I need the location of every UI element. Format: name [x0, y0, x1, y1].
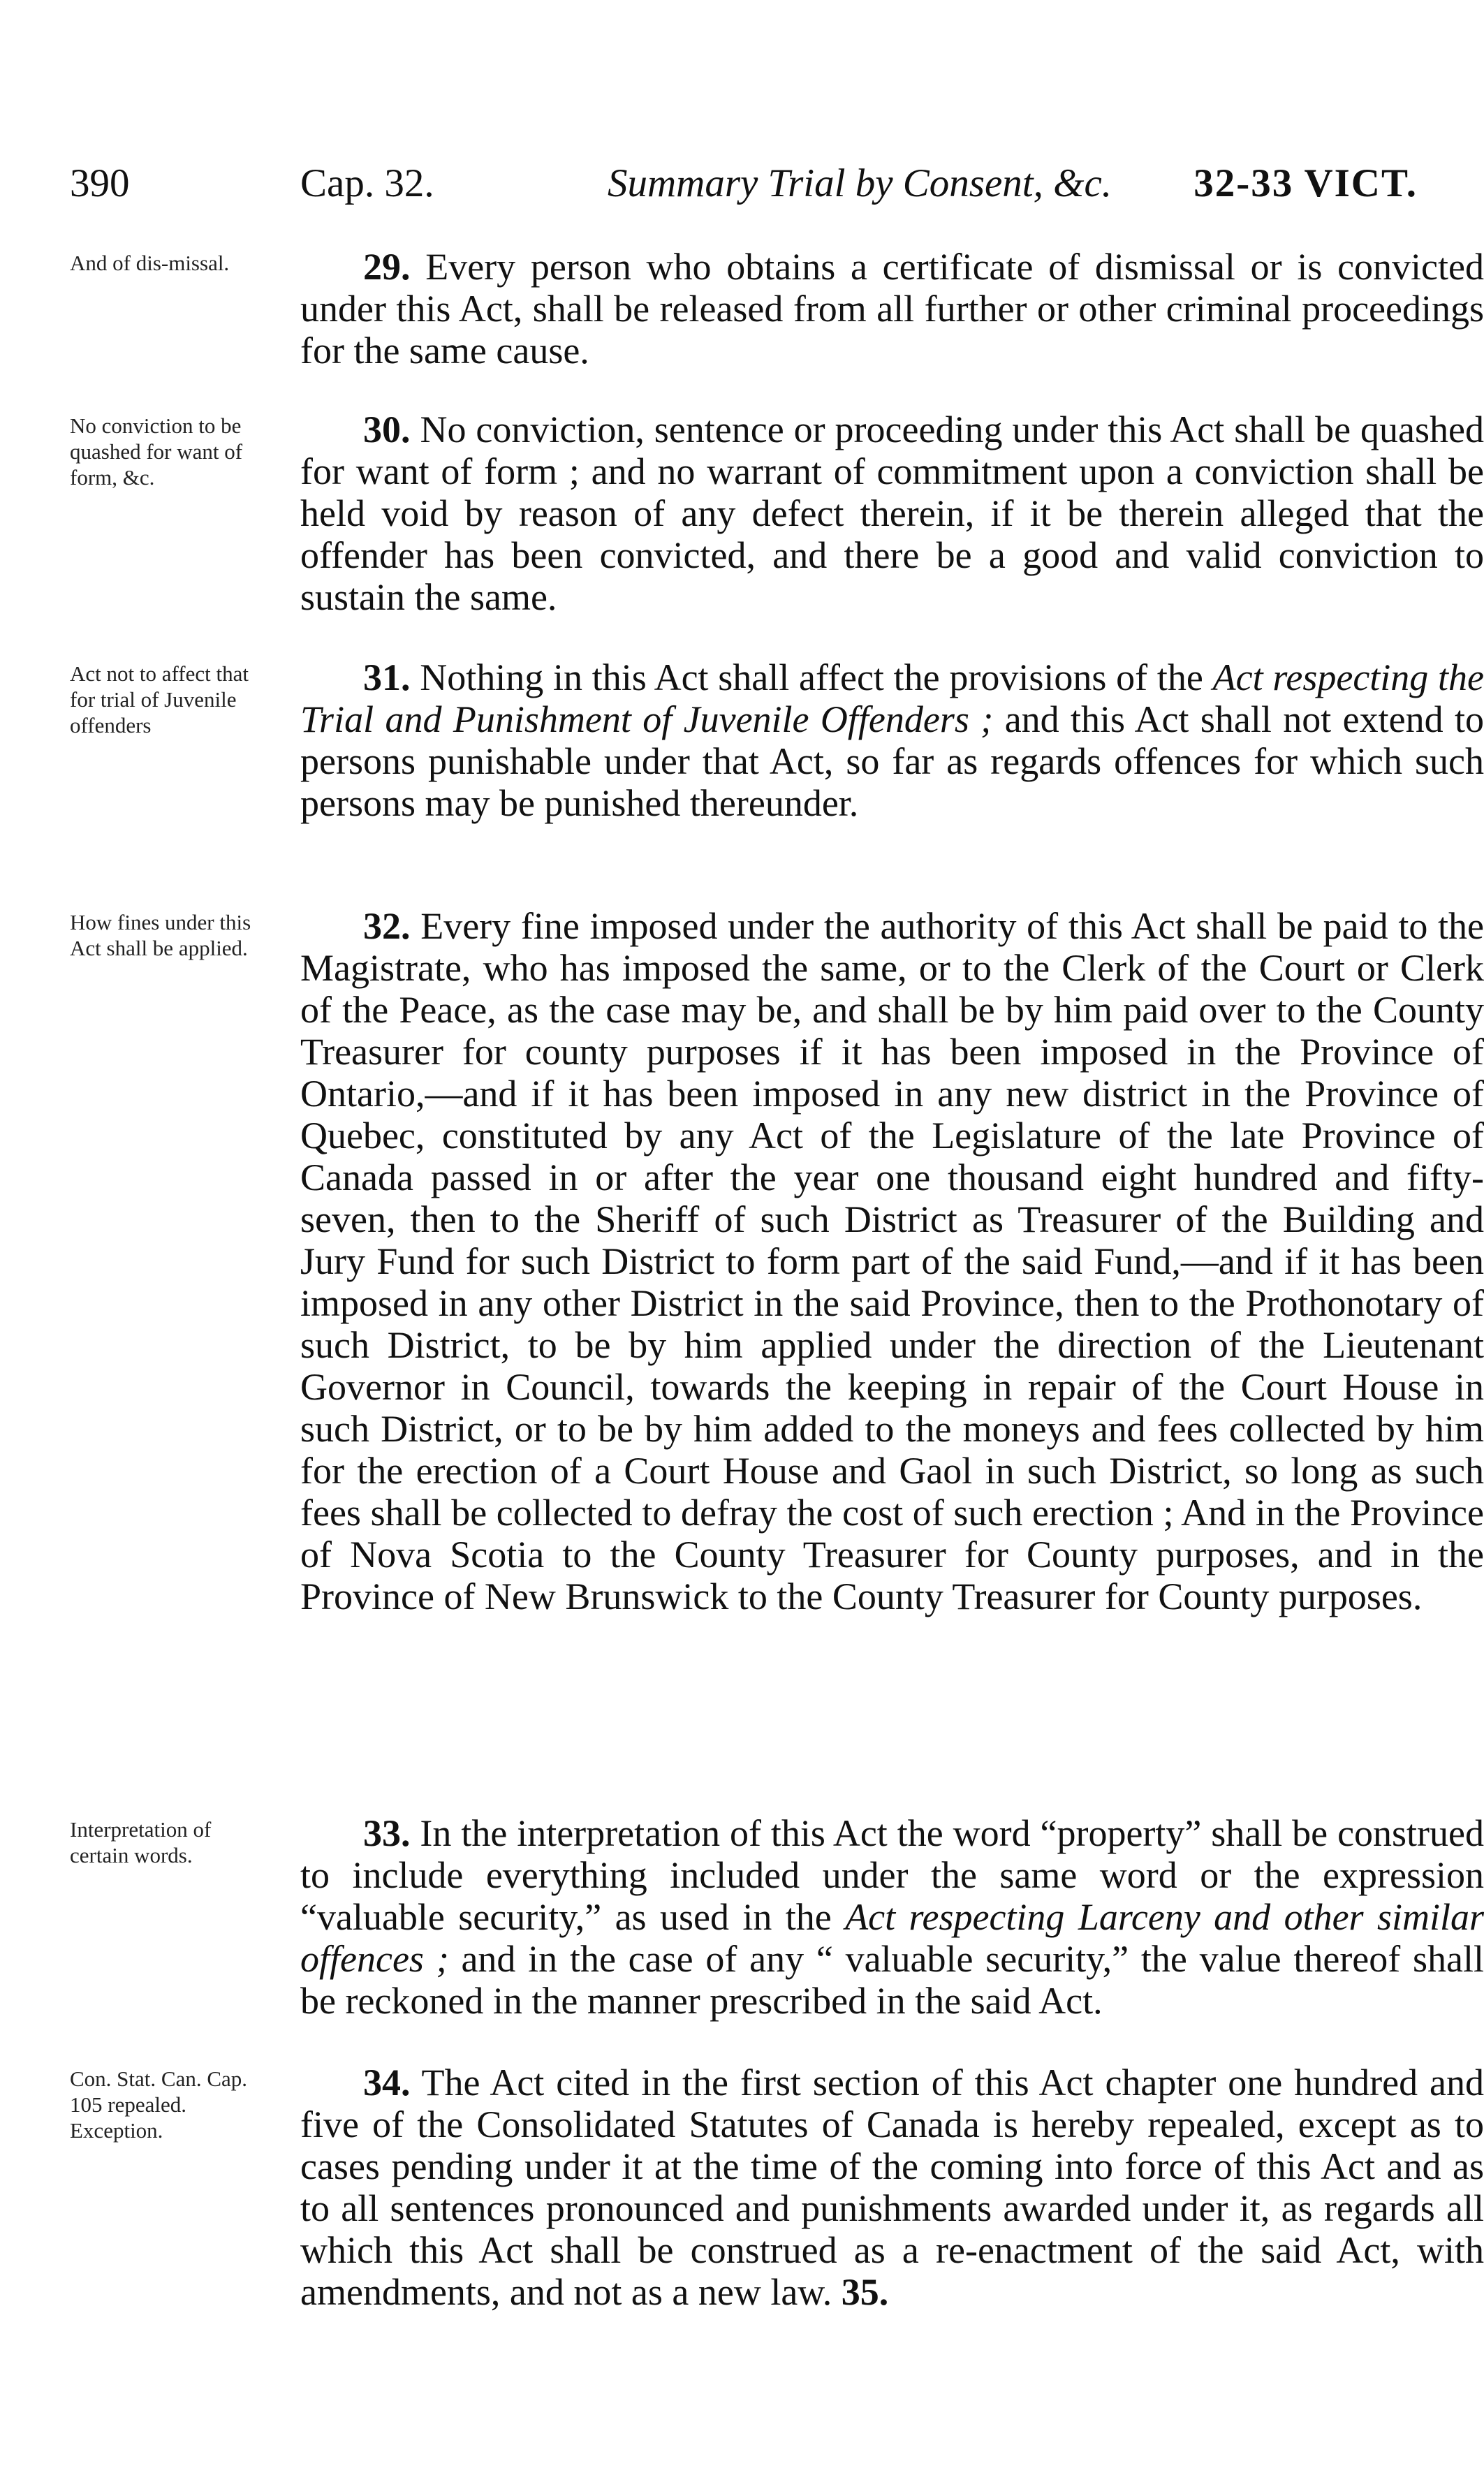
margin-note: Con. Stat. Can. Cap. 105 repealed. Exception. [70, 2066, 248, 2143]
running-title: Summary Trial by Consent, &c. [608, 161, 1112, 205]
section-number: 33. [363, 1812, 411, 1854]
regnal-year: 32-33 VICT. [1193, 161, 1418, 205]
page-number: 390 [70, 161, 130, 205]
cited-act-title: Act respecting Larceny and other similar offences ; [300, 1896, 1484, 1980]
running-header [70, 152, 1418, 215]
cited-act-title: Act respecting the Trial and Punishment of Juvenile Offenders ; [300, 656, 1484, 740]
section-body: Every person who obtains a certificate of dismissal or is convicted under this Act, shall be released from all further or other criminal proceedings for the same cause. [300, 246, 1484, 372]
margin-note: Interpretation of certain words. [70, 1817, 212, 1867]
section-body: The Act cited in the first section of this Act chapter one hundred and five of the Consolidated Statutes of Canada is hereby repealed, except as to cases pending under it at the time of the coming into force of this Act and as to all sentences pronounced and punishments awarded under it, as regards all which this Act shall be construed as a re-enactment of the said Act, with amendments, and not as a new law. [300, 2062, 1484, 2313]
section-body: No conviction, sentence or proceeding under this Act shall be quashed for want of form ; and no warrant of commitment upon a conviction shall be held void by reason of any defect therein, if it be therein alleged that the offender has been convicted, and there be a good and valid conviction to sustain the same. [300, 409, 1484, 618]
chapter-label: Cap. 32. [300, 161, 434, 205]
section-body: Every fine imposed under the authority of this Act shall be paid to the Magistrate, who has imposed the same, or to the Clerk of the Court or Clerk of the Peace, as the case may be, and shall be by him paid over to the County Treasurer for county purposes if it has been imposed in the Province of Ontario,—and if it has been imposed in any new district in the Province of Quebec, constituted by any Act of the Legislature of the late Province of Canada passed in or after the year one thousand eight hundred and fifty-seven, then to the Sheriff of such District as Treasurer of the Building and Jury Fund for such District to form part of the said Fund,—and if it has been imposed in any other District in the said Province, then to the Prothonotary of such District, to be by him applied under the direction of the Lieutenant Governor in Council, towards the keeping in repair of the Court House in such District, or to be by him added to the moneys and fees collected by him for the erection of a Court House and Gaol in such District, so long as such fees shall be collected to defray the cost of such erection ; And in the Province of Nova Scotia to the County Treasurer for County purposes, and in the Province of New Brunswick to the County Treasurer for County purposes. [300, 905, 1484, 1617]
section-number: 32. [363, 905, 411, 947]
margin-note: No conviction to be quashed for want of form, &c. [70, 413, 243, 490]
margin-note: How fines under this Act shall be applied. [70, 910, 251, 960]
section-number: 31. [363, 656, 411, 698]
section-body-continued: and in the case of any “ valuable security,” the value thereof shall be reckoned in the manner prescribed in the said Act. [300, 1938, 1484, 2022]
margin-note: Act not to affect that for trial of Juvenile offenders [70, 661, 249, 737]
margin-note: And of dis-missal. [70, 251, 230, 275]
section-body-continued: and this Act shall not extend to persons punishable under that Act, so far as regards offences for which such persons may be punished thereunder. [300, 698, 1484, 824]
section-body: In the interpretation of this Act the word “property” shall be construed to include everything included under the same word or the expression “valuable security,” as used in the [300, 1812, 1484, 1938]
section-text [300, 656, 1484, 824]
section-text [300, 1812, 1484, 2022]
section-number: 30. [363, 409, 411, 450]
section-number: 34. [363, 2062, 411, 2103]
section-body: Nothing in this Act shall affect the provisions of the [420, 656, 1203, 698]
section-text [300, 246, 1484, 372]
section-text [300, 409, 1484, 618]
section-number: 29. [363, 246, 411, 288]
catchword: 35. [841, 2271, 889, 2313]
section-text [300, 905, 1484, 1617]
section-text [300, 2062, 1484, 2313]
